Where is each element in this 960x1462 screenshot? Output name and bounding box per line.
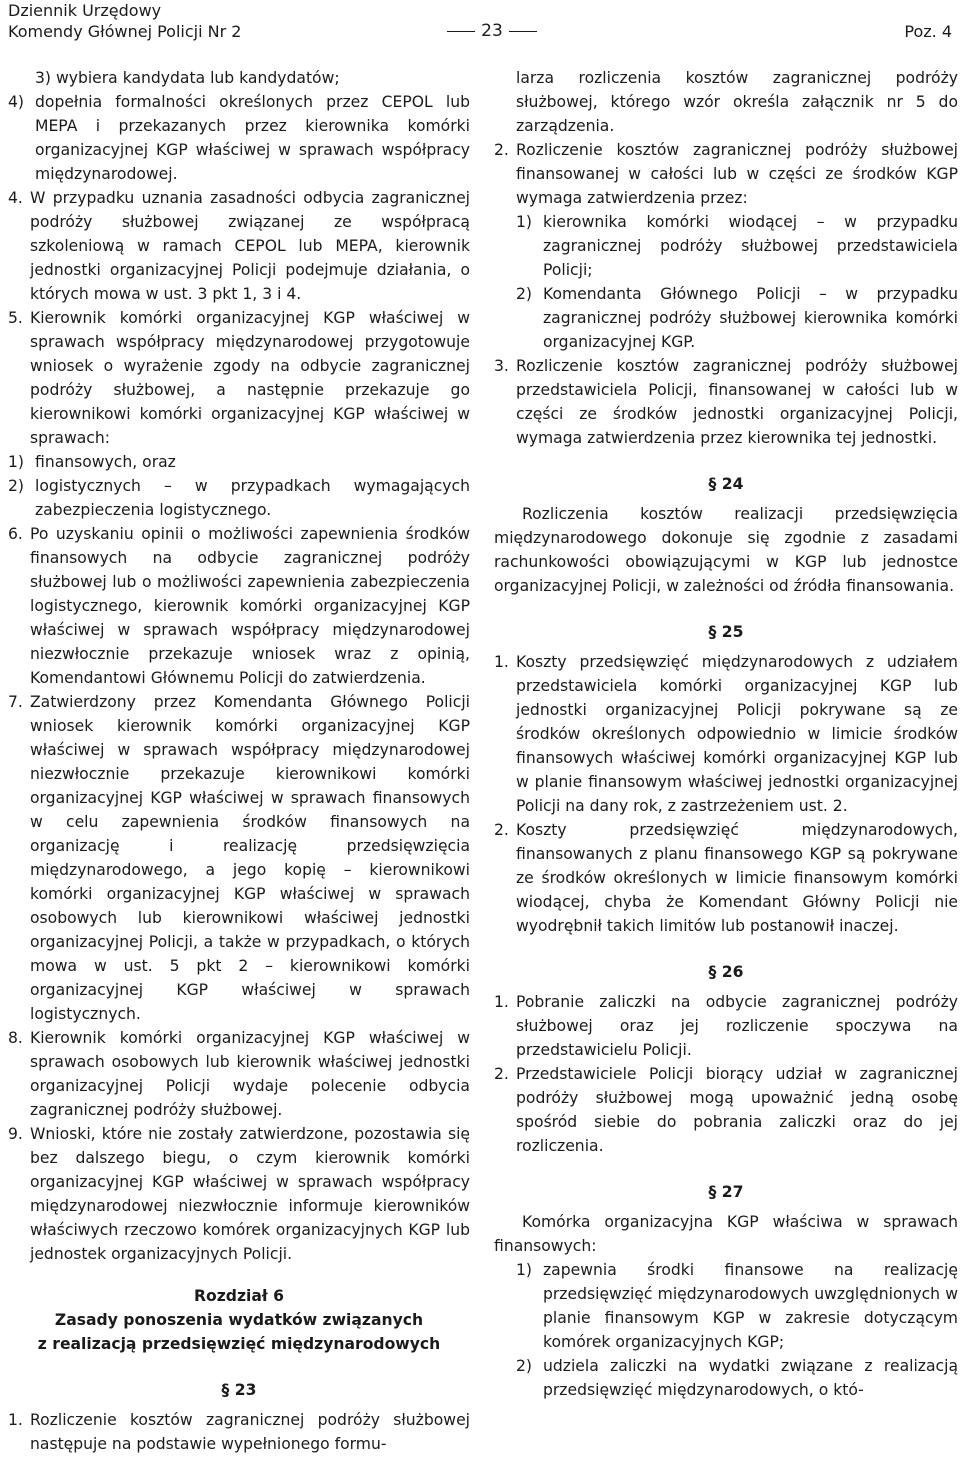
paragraph-8: 8. Kierownik komórki organizacyjnej KGP właściwej w sprawach osobowych lub kierownik właściwej jednostki organizacyjnej Policji wydaje polecenie odbycia zagranicznej podróży służbowej. <box>8 1029 470 1119</box>
page-number-value: 23 <box>481 21 503 41</box>
section-23-paragraph-1: 1. Rozliczenie kosztów zagranicznej podróży służbowej następuje na podstawie wypełnionego formu- <box>8 1411 470 1453</box>
paragraph-9: 9. Wnioski, które nie zostały zatwierdzone, pozostawia się bez dalszego biegu, o czym kierownik komórki organizacyjnej KGP właściwej w sprawach współpracy międzynarodowej niezwłocznie informuje kierowników właściwych rzeczowo komórek organizacyjnych KGP lub jednostek organizacyjnych Policji. <box>8 1125 470 1263</box>
page-header <box>8 0 952 44</box>
section-26-heading: § 26 <box>708 963 744 981</box>
section-27-heading: § 27 <box>708 1183 744 1201</box>
page-number <box>432 21 552 42</box>
chapter-title-line-1: Zasady ponoszenia wydatków związanych <box>54 1311 424 1329</box>
section-23-paragraph-2-point-1: 1) kierownika komórki wiodącej – w przypadku zagranicznej podróży służbowej przedstawiciela Policji; <box>516 213 958 279</box>
chapter-title-line-2: z realizacją przedsięwzięć międzynarodowych <box>37 1335 441 1353</box>
section-24-text: Rozliczenia kosztów realizacji przedsięwzięcia międzynarodowego dokonuje się zgodnie z zasadami rachunkowości obowiązującymi w KGP lub jednostce organizacyjnej Policji, w zależności od źródła finansowania. <box>494 505 958 595</box>
section-25-paragraph-1: 1. Koszty przedsięwzięć międzynarodowych z udziałem przedstawiciela komórki organizacyjnej KGP lub jednostki organizacyjnej Policji pokrywane są ze środków określonych odpowiednio w limicie środków finansowych właściwej komórki organizacyjnej KGP lub w planie finansowym właściwej jednostki organizacyjnej Policji na dany rok, z zastrzeżeniem ust. 2. <box>494 653 958 815</box>
section-26-paragraph-2: 2. Przedstawiciele Policji biorący udział w zagranicznej podróży służbowej mogą upoważnić jedną osobę spośród siebie do pobrania zaliczki oraz do jej rozliczenia. <box>494 1065 958 1155</box>
section-26-paragraph-1: 1. Pobranie zaliczki na odbycie zagranicznej podróży służbowej oraz jej rozliczenie spoczywa na przedstawicielu Policji. <box>494 993 958 1059</box>
publication-info <box>8 0 241 42</box>
publication-title: Dziennik Urzędowy <box>8 1 162 20</box>
list-item-3: 3) wybiera kandydata lub kandydatów; <box>35 69 340 87</box>
section-23-paragraph-2-point-2: 2) Komendanta Głównego Policji – w przypadku zagranicznej podróży służbowej kierownika komórki organizacyjnej KGP. <box>516 285 958 351</box>
paragraph-7: 7. Zatwierdzony przez Komendanta Głównego Policji wniosek kierownik komórki organizacyjnej KGP właściwej w sprawach współpracy międzynarodowej niezwłocznie przekazuje kierownikowi komórki organizacyjnej KGP właściwej w sprawach finansowych w celu zapewnienia środków finansowych na organizację i realizację przedsięwzięcia międzynarodowego, a jego kopię – kierownikowi komórki organizacyjnej KGP właściwej w sprawach osobowych lub kierownikowi właściwej jednostki organizacyjnej Policji, a także w przypadkach, o których mowa w ust. 5 pkt 2 – kierownikowi komórki organizacyjnej KGP właściwej w sprawach logistycznych. <box>8 693 470 1023</box>
paragraph-5: 5. Kierownik komórki organizacyjnej KGP właściwej w sprawach współpracy międzynarodowej przygotowuje wniosek o wyrażenie zgody na odbycie zagranicznej podróży służbowej, a następnie przekazuje go kierownikowi komórki organizacyjnej KGP właściwej w sprawach: <box>8 309 470 447</box>
section-24-heading: § 24 <box>708 475 744 493</box>
section-27-point-1: 1) zapewnia środki finansowe na realizację przedsięwzięć międzynarodowych uwzględnionych w planie finansowym KGP w zakresie dotyczącym komórek organizacyjnych KGP; <box>516 1261 958 1351</box>
section-23-paragraph-1-continued: larza rozliczenia kosztów zagranicznej podróży służbowej, którego wzór określa załącznik nr 5 do zarządzenia. <box>516 69 958 135</box>
publication-authority: Komendy Głównej Policji Nr 2 <box>8 22 242 41</box>
left-column <box>8 66 470 1456</box>
paragraph-5-point-2: 2) logistycznych – w przypadkach wymagających zabezpieczenia logistycznego. <box>8 477 470 519</box>
chapter-label: Rozdział 6 <box>194 1287 284 1305</box>
section-23-paragraph-2: 2. Rozliczenie kosztów zagranicznej podróży służbowej finansowanej w całości lub w części ze środków KGP wymaga zatwierdzenia przez: <box>494 141 958 207</box>
issue-position: Poz. 4 <box>904 22 952 41</box>
paragraph-4: 4. W przypadku uznania zasadności odbycia zagranicznej podróży służbowej związanej ze współpracą szkoleniową w ramach CEPOL lub MEPA, kierownik jednostki organizacyjnej Policji podejmuje działania, o których mowa w ust. 3 pkt 1, 3 i 4. <box>8 189 470 303</box>
section-27-text: Komórka organizacyjna KGP właściwa w sprawach finansowych: <box>494 1213 958 1255</box>
list-item-4: 4) dopełnia formalności określonych przez CEPOL lub MEPA i przekazanych przez kierownika komórki organizacyjnej KGP właściwej w sprawach współpracy międzynarodowej. <box>8 93 470 183</box>
section-25-heading: § 25 <box>708 623 744 641</box>
section-27-point-2: 2) udziela zaliczki na wydatki związane z realizacją przedsięwzięć międzynarodowych, o któ- <box>516 1357 958 1399</box>
right-column <box>494 66 958 1402</box>
paragraph-5-point-1: 1) finansowych, oraz <box>8 453 176 471</box>
section-23-heading: § 23 <box>221 1381 257 1399</box>
paragraph-6: 6. Po uzyskaniu opinii o możliwości zapewnienia środków finansowych na odbycie zagranicznej podróży służbowej lub o możliwości zapewnienia zabezpieczenia logistycznego, kierownik komórki organizacyjnej KGP właściwej w sprawach współpracy międzynarodowej niezwłocznie przekazuje wniosek wraz z opinią, Komendantowi Głównemu Policji do zatwierdzenia. <box>8 525 470 687</box>
section-25-paragraph-2: 2. Koszty przedsięwzięć międzynarodowych, finansowanych z planu finansowego KGP są pokrywane ze środków określonych w limicie finansowym komórki wiodącej, chyba że Komendant Główny Policji nie wyodrębnił takich limitów lub postanowił inaczej. <box>494 821 958 935</box>
section-23-paragraph-3: 3. Rozliczenie kosztów zagranicznej podróży służbowej przedstawiciela Policji, finansowanej w całości lub w części ze środków jednostki organizacyjnej Policji, wymaga zatwierdzenia przez kierownika tej jednostki. <box>494 357 958 447</box>
chapter-heading <box>8 1284 470 1356</box>
